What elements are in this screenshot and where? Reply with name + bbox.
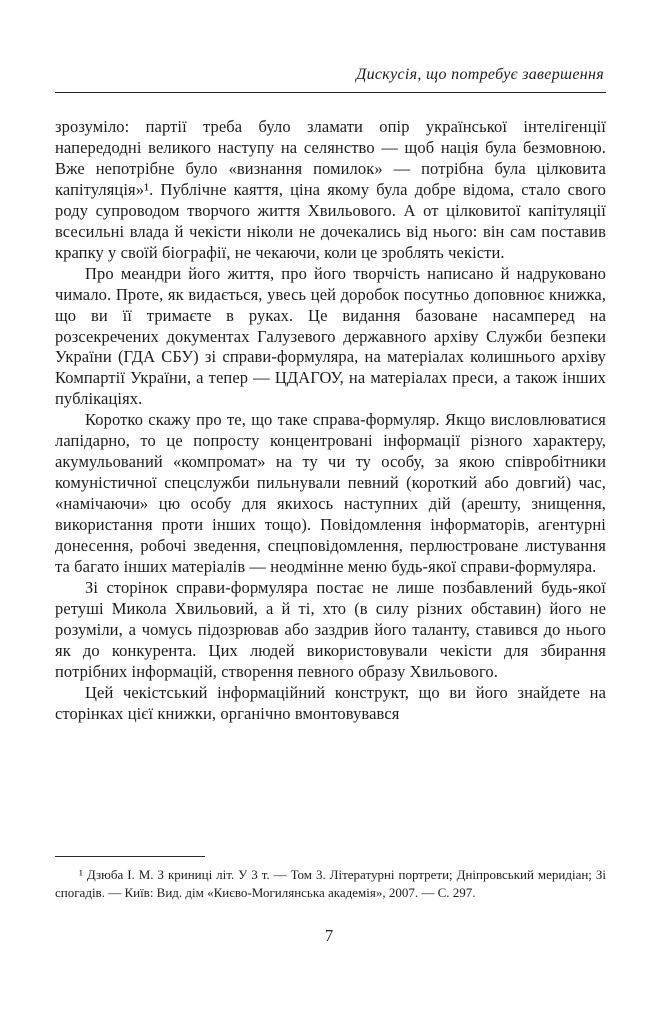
paragraph: Зі сторінок справи-формуляра постає не лише позбавлений будь-якої ретуші Микола Хвильовий, а й ті, хто (в силу різних обставин) його не розуміли, а чомусь підозрював або заздрив його таланту, ставився до нього як до конкурента. Цих людей використовували чекісти для збирання потрібних інформацій, створення певного образу Хвильового.: [55, 577, 606, 681]
paragraph: Коротко скажу про те, що таке справа-формуляр. Якщо висловлюватися лапідарно, то це попросту концентровані інформації різного характеру, акумульований «компромат» на ту чи ту особу, за якою співробітники комуністичної спецслужби пильнували певний (короткий або довгий) час, «намічаючи» цю особу для якихось наступних дій (арешту, знищення, використання проти інших тощо). Повідомлення інформаторів, агентурні донесення, робочі зведення, спецповідомлення, перлюстроване листування та багато інших матеріалів — неодмінне меню будь-якої справи-формуляра.: [55, 410, 606, 577]
header-rule: [55, 92, 606, 93]
footnote-rule: [55, 856, 205, 857]
page-number: 7: [324, 926, 334, 945]
footnote: ¹ Дзюба І. М. З криниці літ. У 3 т. — Том 3. Літературні портрети; Дніпровський меридіан; Зі спогадів. — Київ: Вид. дім «Києво-Могилянська академія», 2007. — С. 297.: [55, 867, 606, 900]
paragraph: Про меандри його життя, про його творчість написано й надруковано чимало. Проте, як видається, увесь цей доробок посутньо доповнює книжка, що ви її тримаєте в руках. Це видання базоване насамперед на розсекречених документах Галузевого державного архіву Служби безпеки України (ГДА СБУ) зі справи-формуляра, на матеріалах колишнього архіву Компартії України, а тепер — ЦДАГОУ, на матеріалах преси, а також інших публікаціях.: [55, 263, 606, 409]
paragraph: зрозуміло: партії треба було зламати опір української інтелігенції напередодні великого наступу на селянство — щоб нація була безмовною. Вже непотрібне було «визнання помилок» — потрібна була цілковита капітуляція»¹. Публічне каяття, ціна якому була добре відома, стало свого роду супроводом творчого життя Хвильового. А от цілковитої капітуляції всесильні влада й чекісти ніколи не дочекались від нього: він сам поставив крапку у своїй біографії, не чекаючи, коли це зроблять чекісти.: [55, 117, 606, 262]
paragraph: Цей чекістський інформаційний конструкт, що ви його знайдете на сторінках цієї книжки, органічно вмонтовувався: [55, 682, 606, 723]
running-header-title: Дискусія, що потребує завершення: [356, 66, 604, 83]
footnote-area: [55, 856, 606, 901]
page-body: [55, 117, 606, 725]
